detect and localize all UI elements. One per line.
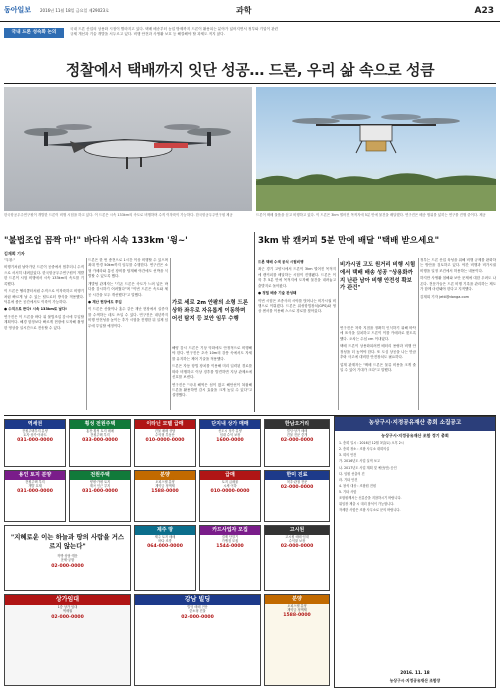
notice-line: 1. 총회 일시 : 2016년 12월 3일(토) 오후 2시: [339, 440, 404, 445]
ad-phone: 1588-0000: [283, 613, 311, 619]
ad-phone: 02-000-0000: [280, 544, 314, 550]
main-headline: 정찰에서 택배까지 잇단 성공… 드론, 우리 삶 속으로 성큼: [65, 61, 435, 79]
ad-line: 결제 단말기: [221, 534, 239, 539]
ad-phone: 02-000-0000: [280, 438, 314, 444]
page-number: A23: [474, 6, 494, 16]
ad-box[interactable]: [264, 594, 330, 686]
notice-signer: 농상구시·지정공유재산 조합장: [389, 677, 441, 683]
paragraph: 이 드론은 헬리콥터처럼 수직으로 이착륙하고 비행기처럼 빠르게 날 수 있는 틸트로터 방식을 적용했다. 덕분에 좁은 공간에서도 이륙이 가능하다.: [4, 289, 84, 304]
reporter-email: 김재희 기자 jetti@donga.com: [420, 294, 470, 299]
ad-title: 고시원: [265, 526, 329, 535]
ad-box[interactable]: [264, 470, 330, 522]
drone-photo-left: [4, 87, 252, 211]
paragraph: 최근 경기 고양시에서 드론이 3km 떨어진 목적지에 캔커피를 배달하는 시험이 진행됐다. 드론은 이륙 후 5분 만에 목적지에 도착해 물건을 내려놓고 출발지로 돌아왔다.: [258, 267, 336, 288]
left-pull-quote: 가로 세로 2m 안팎의 소형 드론 상하 좌우로 자유롭게 이동하며 어선 탐지 등 보안 임무 수행: [172, 300, 249, 322]
ad-box[interactable]: [69, 419, 131, 467]
ad-line: 운세·궁합: [60, 558, 75, 563]
right-story-col1: [258, 258, 336, 410]
ad-line: 가맹점 모집: [221, 539, 239, 544]
paragraph: 연구진은 착륙 지점을 정확히 인식하기 위해 바닥에 표식을 설치하고 드론이 이를 카메라로 찾도록 했다. 오차는 수십 cm 이내였다.: [340, 326, 416, 341]
ad-line: 홍천·횡성 토지 매매: [86, 428, 114, 433]
ad-line: 계약금 정액제: [287, 608, 307, 613]
ad-title: 분양: [135, 471, 195, 480]
paragraph: 이번 시험은 조종사의 시야를 벗어나는 비가시권 비행으로 이뤄졌다. 드론은 위성항법장치(GPS)와 영상 센서를 이용해 스스로 경로를 찾아갔다.: [258, 298, 336, 314]
ad-line: 역세권: [62, 609, 73, 614]
ad-box[interactable]: [264, 525, 330, 591]
ad-line: 전원주택 부지: [90, 433, 110, 438]
section-subheading: 드론 택배 수색 공식 시험비행: [258, 260, 304, 264]
ad-phone: 031-000-0000: [17, 489, 53, 495]
ad-box[interactable]: [4, 419, 66, 467]
ad-line: 계약금 정액제: [155, 484, 175, 489]
ad-title: 단지내 상가 매매: [200, 420, 260, 429]
ad-line: 제주 토지 매매: [154, 534, 176, 539]
section-label: 과학: [236, 6, 252, 15]
ad-phone: 02-000-0000: [181, 614, 214, 620]
ad-title: 역세권: [5, 420, 65, 429]
caption-right: 드론이 택배 물품을 싣고 비행하고 있다. 이 드론은 3km 떨어진 목적지에 5분 만에 물건을 배달했다. 연구진은 배송 범위를 넓히는 연구를 진행 중이다. 제공: [256, 213, 486, 217]
ad-phone: 1588-0000: [151, 489, 179, 495]
paragraph: 비행기처럼 날아가던 드론이 공중에서 멈추더니 수직으로 서서히 내려앉았다. 한국항공우주연구원이 개발한 드론이 시험 비행에서 시속 133km의 속도를 기록했다.: [4, 265, 84, 286]
column-divider: [338, 258, 339, 410]
notice-line: 위임장 제출 시 대리 참석이 가능합니다.: [339, 502, 395, 507]
left-story-byline: 김재희 기자: [4, 251, 25, 256]
ad-line: 임대 수익 보장: [219, 433, 241, 438]
column-divider: [418, 258, 419, 410]
masthead: [0, 0, 500, 22]
ad-box[interactable]: [69, 470, 131, 522]
ad-line: 신도시 상가 분양: [218, 428, 242, 433]
ad-line: 빌딩·상가 매매: [286, 428, 308, 433]
ad-title: 제주 땅: [135, 526, 195, 535]
ad-line: 고시원 매매·임대: [285, 534, 309, 539]
left-story-col3: [172, 346, 252, 410]
ad-box[interactable]: [134, 525, 196, 591]
caption-left: 한국항공우주연구원이 개발한 드론이 비행 시험을 하고 있다. 이 드론은 시속 133km의 속도로 비행하며 수직 이착륙이 가능하다. 한국항공우주연구원 제공: [4, 213, 233, 217]
ad-box[interactable]: [199, 525, 261, 591]
ad-box[interactable]: [4, 470, 66, 522]
ad-line: 시세 이하: [223, 484, 237, 489]
ad-line: 토지·상가·아파트: [23, 433, 47, 438]
paragraph: 드론은 자동 항법 장치를 이용해 미리 입력된 경로를 따라 비행하고 이상 징후를 발견하면 지상 관제소에 신호를 보낸다.: [172, 364, 252, 380]
ad-phone: 010-0000-0000: [145, 438, 185, 444]
ad-title: 용인 토지 분양: [5, 471, 65, 480]
issue-date: 2016년 11월 18일 금요일 제29023호: [40, 8, 110, 13]
paragraph: 이 드론은 산불이나 홍수 같은 재난 현장에서 실종자를 수색하는 데도 쓰일 수 있다. 연구진은 내년까지 비행 안전성을 높이는 추가 시험을 진행한 뒤 실제 임무에 투입할 예정이다.: [88, 307, 168, 328]
subhead: [0, 25, 500, 51]
section-subheading: ● 수직으로 뜬다! 시속 133km로 날다!: [4, 307, 67, 312]
ad-line: 오피스텔 분양: [287, 603, 307, 608]
ad-box[interactable]: [134, 594, 261, 686]
left-story-col2: [88, 258, 168, 410]
ad-phone: 033-000-0000: [82, 438, 118, 444]
ad-line: 건물 전문 중개: [286, 433, 308, 438]
paragraph: 해양 감시 드론은 기상 악화에도 안정적으로 비행해야 한다. 연구진은 초속 10m의 강풍 속에서도 자세를 유지하는 제어 기술을 적용했다.: [172, 346, 252, 361]
ad-line: 전원주택 부지: [25, 479, 45, 484]
ad-phone: 02-000-0000: [51, 614, 84, 620]
notice-line: 자세한 사항은 조합 사무소로 문의 바랍니다.: [339, 508, 401, 513]
ad-phone: 031-000-0000: [17, 438, 53, 444]
paragraph: 하지만 사생활 침해와 보안 문제에 대한 우려도 나온다. 전문가들은 드론 비행 기록을 관리하는 제도가 함께 마련돼야 한다고 지적했다.: [420, 276, 496, 292]
right-story-col2: [340, 326, 416, 410]
notice-line: 나. 2017년도 사업 계획 및 예산(안) 승인: [339, 465, 397, 470]
ad-line: 중소형 건물: [189, 609, 206, 614]
topic-tag: 국내 드론 성숙화 논의: [4, 28, 64, 38]
paragraph: 업계 관계자는 "택배 드론은 물류 비용을 크게 줄일 수 있어 기대가 크다"고 말했다.: [340, 362, 416, 372]
ad-line: 수익형 부동산: [155, 433, 175, 438]
notice-line: 가. 2016년도 사업 실적 보고: [339, 459, 380, 464]
ad-phone: 1600-0000: [216, 438, 244, 444]
story-divider: [254, 232, 255, 412]
notice-subtitle: 농상구시·지정공유재산 조합 정기 총회: [381, 432, 449, 438]
publication-name: 동아일보: [4, 6, 32, 14]
ad-box[interactable]: [134, 470, 196, 522]
ad-line: 바다 조망: [158, 539, 172, 544]
ad-line: 작명·상담·개운: [57, 553, 78, 558]
right-story-col3: [420, 258, 496, 410]
ad-quote: "지혜로운 이는 하늘과 땅의 사람을 거스르지 않는다": [10, 533, 125, 550]
paragraph: 정부는 드론 산업 육성을 위해 비행 규제를 완화하는 방안을 검토하고 있다. 야간 비행과 비가시권 비행을 일정 조건에서 허용하는 내용이다.: [420, 258, 496, 273]
ad-title: 횡성 전원주택: [70, 420, 130, 429]
ad-phone: 02-000-0000: [280, 485, 314, 491]
ad-line: 빌딩 매매 전문: [187, 605, 208, 610]
ad-title: 상가임대: [5, 595, 130, 605]
paragraph: 연구진은 "국내 해역은 섬이 많고 해안선이 복잡해 드론을 활용하면 감시 효율을 크게 높일 수 있다"고 설명했다.: [172, 382, 252, 398]
left-story-col1: [4, 258, 84, 410]
ad-line: 1층 상가 임대: [57, 605, 78, 610]
ad-phone: 010-0000-0000: [210, 489, 250, 495]
right-story-title: 3km 밖 캔커피 5분 만에 배달 "택배 받으세요": [258, 236, 440, 246]
section-subheading: ● 정밀 배송 기술 완성돼: [258, 291, 297, 296]
notice-line: 라. 기타 안건: [339, 477, 358, 482]
ad-line: 전원주택부지 분양: [22, 428, 48, 433]
ad-title: 이타닌 모텔 급매: [135, 420, 195, 429]
ad-line: 수익률 보장: [288, 539, 306, 544]
ad-title: 강남 빌딩: [135, 595, 260, 605]
ad-line: 토지 급매물: [221, 479, 239, 484]
paragraph: 개발팀 관계자는 "기존 드론은 속도가 느려 넓은 바다를 감시하기 어려웠다"며 "이번 드론은 속도와 체공 시간을 모두 개선했다"고 말했다.: [88, 281, 168, 297]
ad-title: 한미 진료: [265, 471, 329, 480]
ad-title: 카드사업자 모집: [200, 526, 260, 535]
drone-photo-right: [256, 87, 496, 211]
notice-date: 2016. 11. 18: [400, 670, 430, 676]
paragraph: 연구진은 이 드론을 바다 위 불법조업 감시에 투입할 계획이다. 해경 함정보다 빠르게 현장에 도착해 촬영한 영상을 실시간으로 전송할 수 있다.: [4, 314, 84, 330]
ad-title: 전원주택: [70, 471, 130, 480]
column-divider: [86, 258, 87, 410]
ad-line: 개발 호재: [28, 484, 42, 489]
ad-phone: 031-000-0000: [82, 489, 118, 495]
ad-line: 오피스텔 분양: [155, 479, 175, 484]
right-pull-quote: 비가시권 고도 원거리 비행 시험에서 택배 배송 성공 "상용화까지 난관 남아 비행 안전성 확보가 관건": [340, 262, 416, 292]
notice-line: 4. 참석 대상 : 조합원 전원: [339, 483, 376, 488]
ad-title: 급매: [200, 471, 260, 480]
ad-box[interactable]: [134, 419, 196, 467]
notice-body: [335, 440, 495, 516]
ad-line: 계곡 인근 부지: [89, 484, 111, 489]
notice-line: 조합원께서는 신분증을 지참하시기 바랍니다.: [339, 496, 402, 501]
ad-title: 한남오거리: [265, 420, 329, 429]
ad-title: 분양: [265, 595, 329, 604]
ad-box[interactable]: [4, 594, 131, 686]
notice-line: 다. 임원 선출의 건: [339, 471, 365, 476]
headline-rule: [4, 83, 496, 84]
notice-title: 농상구시·지정공유재산 총회 소집공고: [335, 417, 495, 431]
ad-line: 건물 매매 상담: [154, 428, 176, 433]
public-notice: [334, 416, 496, 688]
column-divider: [170, 258, 171, 410]
paragraph: 택배 드론이 상용화되려면 배터리 용량과 비행 안정성을 더 높여야 한다. 또 도심 상공을 나는 만큼 추락 사고에 대비한 안전장치도 필요하다.: [340, 344, 416, 360]
left-story-title: "불법조업 꼼짝 마!" 바다위 시속 133km '윙~': [4, 236, 188, 246]
ad-box-quote[interactable]: [4, 525, 131, 591]
ad-box[interactable]: [264, 419, 330, 467]
section-subheading: ● 재난 현장에도 투입: [88, 299, 122, 304]
paragraph: 드론은 한 번 충전으로 1시간 이상 비행할 수 있으며 최대 반경 50km까지 임무를 수행한다. 연구진은 소형 카메라와 통신 장비를 탑재해 야간에도 선박을 식별할 수 있도록 했다.: [88, 258, 168, 279]
ad-phone: 02-000-0000: [51, 563, 84, 569]
ad-box[interactable]: [199, 470, 261, 522]
paragraph: "우왕.": [4, 258, 16, 262]
notice-line: 5. 기타 사항: [339, 490, 357, 495]
notice-line: 3. 회의 안건: [339, 453, 357, 458]
ad-phone: 1544-0000: [216, 544, 244, 550]
classified-ads: [4, 415, 496, 687]
lead-paragraph: 국내 드론 산업의 상용화 시점이 빨라지고 있다. 택배 배송부터 농업 방제까지 드론이 활용되는 분야가 넓어지면서 정부와 기업이 관련 규제 개선과 기술 개발을 서두르고 있다. 비행 안전과 사생활 보호 등 해결해야 할 과제도 적지 않다.: [70, 27, 279, 37]
ad-line: 척추·관절 전문: [286, 479, 308, 484]
ad-line: 양평·가평 토지: [89, 479, 111, 484]
ad-box[interactable]: [199, 419, 261, 467]
notice-line: 2. 총회 장소 : 조합 사무소 대회의실: [339, 447, 390, 452]
ad-phone: 064-000-0000: [147, 544, 183, 550]
